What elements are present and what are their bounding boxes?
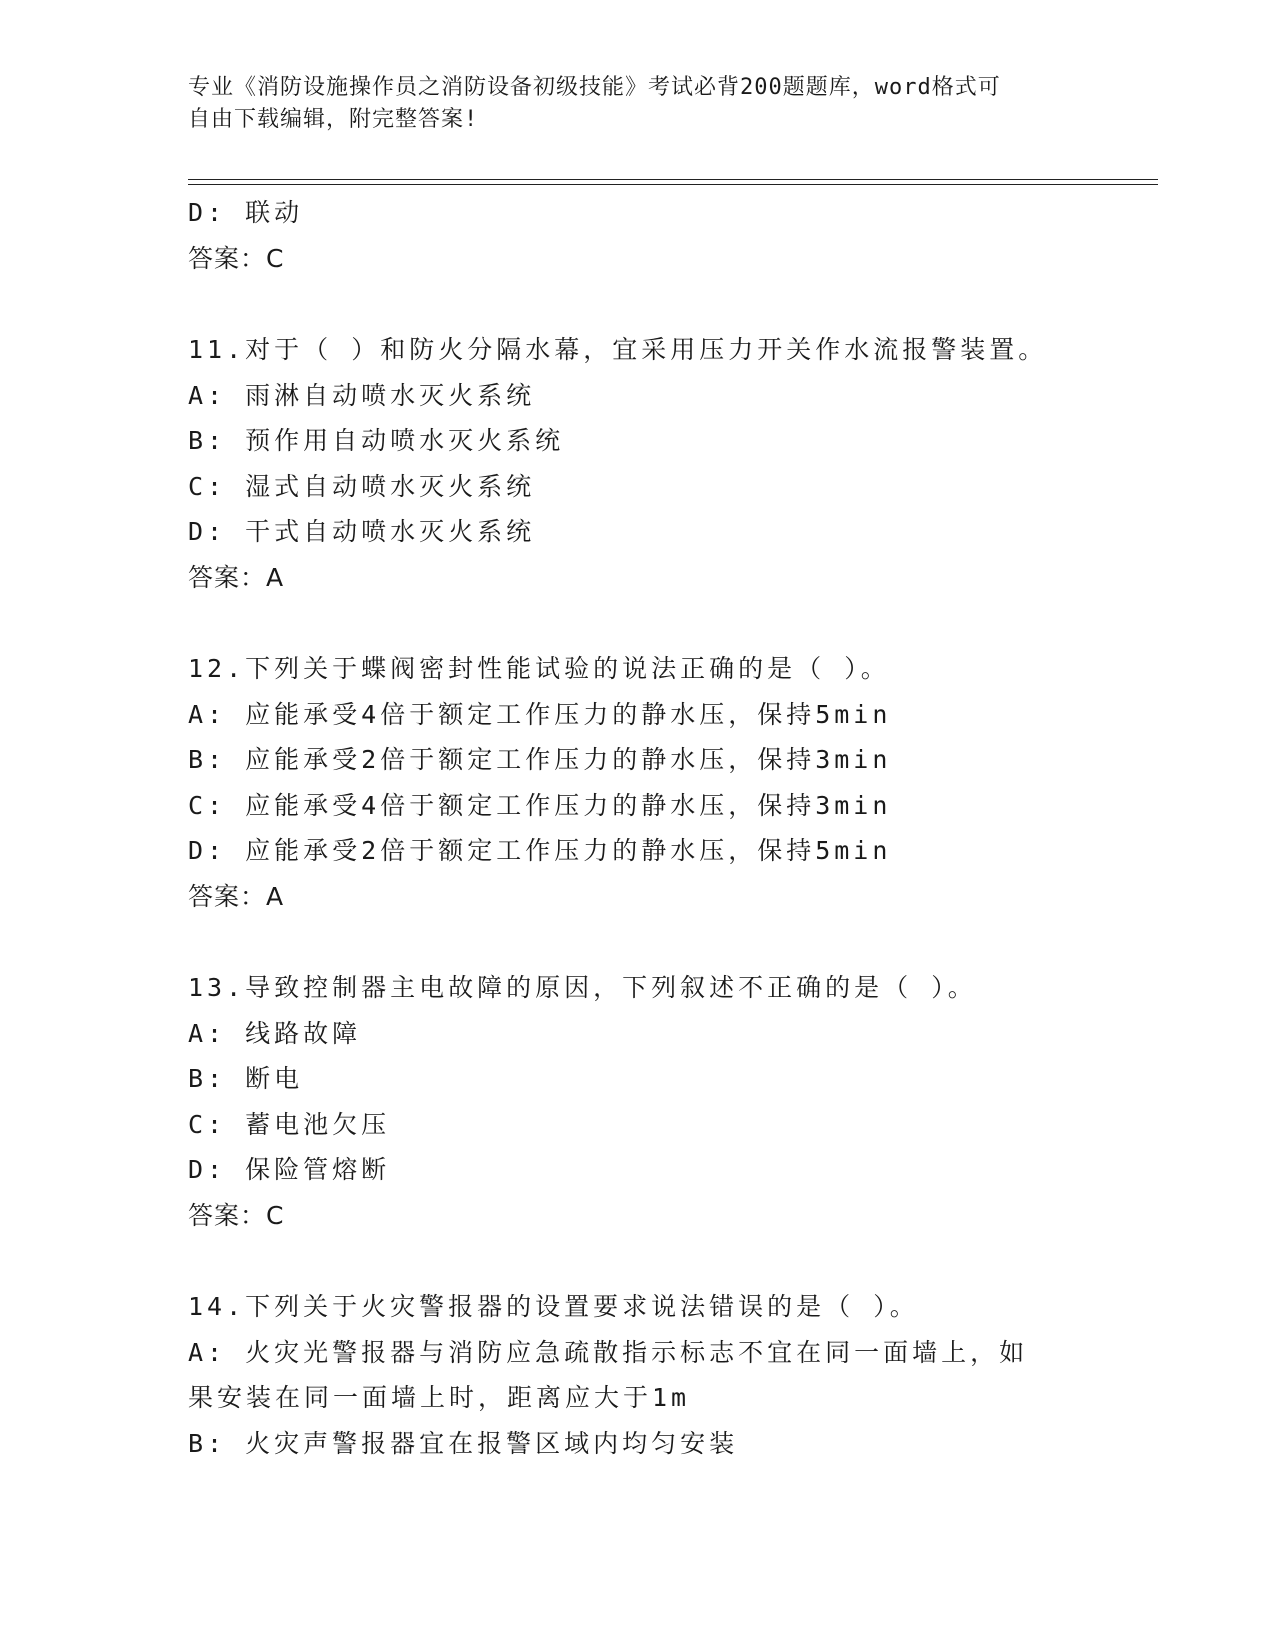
option-a: A: 应能承受4倍于额定工作压力的静水压，保持5min	[188, 699, 892, 729]
question-stem: 11.对于（ ）和防火分隔水幕，宜采用压力开关作水流报警装置。	[188, 335, 1048, 364]
option-b: B: 断电	[188, 1064, 304, 1093]
option-d: D: 保险管熔断	[188, 1155, 391, 1184]
answer: 答案：C	[188, 1200, 285, 1230]
header-line-2: 自由下载编辑，附完整答案!	[188, 107, 479, 132]
question-13	[188, 965, 1088, 1238]
answer: 答案：A	[188, 562, 285, 592]
option-c: C: 蓄电池欠压	[188, 1109, 391, 1139]
header-divider-top	[188, 179, 1158, 180]
header-divider-bottom	[188, 184, 1158, 185]
header-line-1: 专业《消防设施操作员之消防设备初级技能》考试必背200题题库，word格式可	[188, 75, 1001, 100]
question-14	[188, 1284, 1088, 1466]
option-a: A: 火灾光警报器与消防应急疏散指示标志不宜在同一面墙上，如果安装在同一面墙上时，距离应大于1m	[188, 1337, 1029, 1412]
prev-option-d: D: 联动	[188, 198, 304, 227]
option-b: B: 火灾声警报器宜在报警区域内均匀安装	[188, 1428, 739, 1458]
question-11	[188, 327, 1088, 600]
option-d: D: 干式自动喷水灭火系统	[188, 517, 536, 546]
option-d: D: 应能承受2倍于额定工作压力的静水压，保持5min	[188, 836, 892, 865]
question-list	[188, 190, 1088, 1466]
question-stem: 12.下列关于蝶阀密封性能试验的说法正确的是（ ）。	[188, 654, 890, 683]
option-b: B: 预作用自动喷水灭火系统	[188, 426, 565, 455]
option-b: B: 应能承受2倍于额定工作压力的静水压，保持3min	[188, 745, 892, 774]
option-c: C: 湿式自动喷水灭火系统	[188, 471, 536, 501]
question-12	[188, 646, 1088, 919]
option-c: C: 应能承受4倍于额定工作压力的静水压，保持3min	[188, 790, 892, 820]
option-a: A: 雨淋自动喷水灭火系统	[188, 380, 536, 410]
option-a: A: 线路故障	[188, 1018, 362, 1048]
answer: 答案：A	[188, 881, 285, 911]
question-stem: 13.导致控制器主电故障的原因，下列叙述不正确的是（ ）。	[188, 973, 977, 1002]
document-header	[188, 72, 1088, 136]
question-stem: 14.下列关于火灾警报器的设置要求说法错误的是（ ）。	[188, 1292, 919, 1321]
prev-answer: 答案：C	[188, 243, 285, 273]
